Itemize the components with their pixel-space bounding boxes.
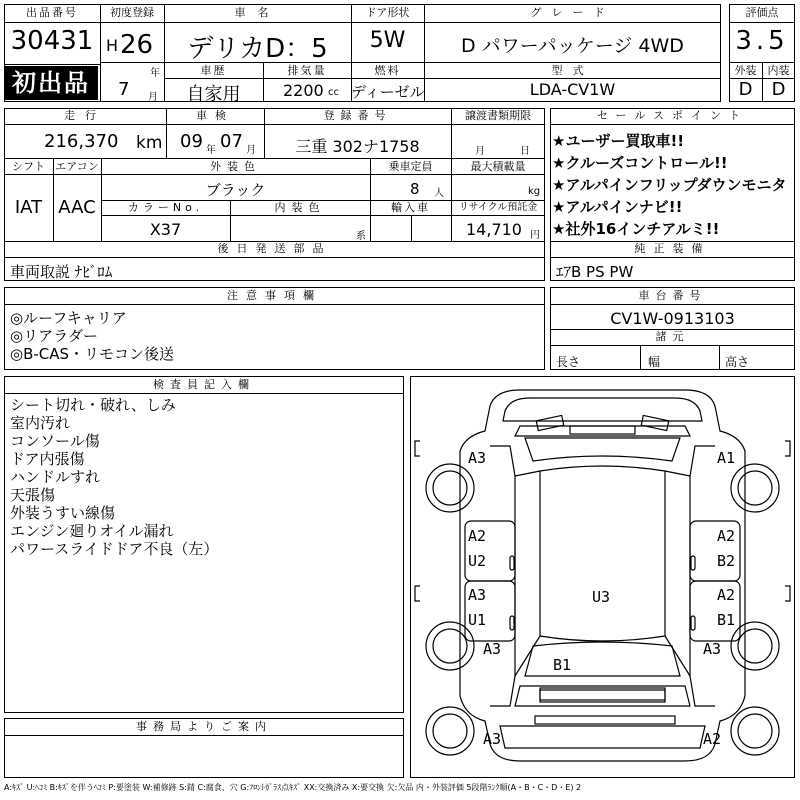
caution-item: ◎B-CAS・リモコン後送 [10, 345, 175, 363]
insp-year-unit: 年 [206, 145, 216, 156]
damage-mark: A2 [468, 527, 487, 545]
sales-points-label: セールスポイント [596, 109, 748, 122]
sales-point: ★クルーズコントロール!! [552, 154, 728, 172]
damage-mark: A3 [703, 640, 722, 658]
divider [4, 174, 545, 175]
shift: IAT [14, 197, 43, 218]
int-color-label: 内装色 [274, 201, 326, 214]
ac: AAC [58, 197, 96, 218]
specs-label: 諸元 [655, 330, 690, 343]
divider [4, 304, 545, 305]
ac-label: エアコン [55, 160, 99, 173]
length-label: 長さ [556, 355, 581, 369]
divider [100, 22, 721, 23]
model-label: 型式 [551, 64, 594, 77]
displacement-unit: cc [328, 87, 339, 98]
first-reg-year: 26 [120, 30, 154, 60]
divider [4, 158, 545, 159]
office-label: 事務局よりご案内 [136, 720, 272, 733]
damage-mark: A2 [717, 527, 736, 545]
divider [719, 345, 720, 370]
width-label: 幅 [648, 355, 661, 369]
first-listing-badge: 初出品 [4, 66, 98, 100]
divider [640, 345, 641, 370]
damage-mark: U2 [468, 552, 487, 570]
lot-label: 出品番号 [26, 6, 78, 19]
divider [4, 124, 545, 125]
transfer-label: 譲渡書類期限 [465, 109, 531, 122]
height-label: 高さ [725, 355, 750, 369]
caution-item: ◎ルーフキャリア [10, 309, 127, 327]
era: H [106, 36, 119, 55]
grade: D パワーパッケージ 4WD [461, 35, 684, 57]
mileage-label: 走行 [64, 109, 106, 122]
divider [550, 304, 795, 305]
damage-mark: A2 [717, 586, 736, 604]
score: 3.5 [735, 26, 789, 56]
load-unit: kg [528, 186, 541, 197]
inspector-item: シート切れ・破れ、しみ [10, 396, 176, 414]
damage-mark: A3 [468, 586, 487, 604]
import-label: 輸入車 [391, 201, 430, 214]
inspector-list [10, 396, 218, 558]
divider [729, 22, 795, 23]
inspector-item: 天張傷 [10, 486, 56, 504]
damage-mark: B1 [553, 656, 572, 674]
mileage-unit: km [136, 133, 163, 153]
car-diagram [410, 376, 795, 778]
recycle-fee: 14,710 [466, 220, 522, 239]
history-label: 車歴 [200, 64, 227, 77]
int-grade-label: 内装 [767, 64, 790, 77]
load-label: 最大積載量 [470, 160, 526, 173]
capacity: 8 [410, 180, 420, 198]
inspector-item: ドア内張傷 [10, 450, 85, 468]
chassis-label: 車台番号 [638, 289, 707, 302]
damage-mark: B2 [717, 552, 736, 570]
equipment: ｴｱB PS PW [556, 263, 634, 281]
inspector-item: エンジン廻りオイル漏れ [10, 522, 174, 540]
car-name-label: 車名 [234, 6, 281, 19]
sales-point: ★社外16インチアルミ!! [552, 220, 720, 238]
damage-mark: A2 [703, 730, 722, 748]
year-unit: 年 [150, 68, 160, 79]
inspector-label: 検査員記入欄 [153, 378, 255, 391]
equipment-label: 純正装備 [634, 242, 711, 255]
inspection-year: 09 [180, 131, 203, 152]
legend-footer: A:ｷｽﾞ U:ﾍｺﾐ B:ｷｽﾞを伴うﾍｺﾐ P:要塗装 W:補修跡 S:錆 C:腐食、穴 G:ﾌﾛﾝﾄｶﾞﾗｽ点ｷｽﾞ XX:交換済み X:要交換 欠:欠品 内・外装評価 5段階ﾗﾝｸ順(A・B・C・D・E) 2 [4, 783, 582, 792]
history: 自家用 [186, 84, 241, 105]
divider [164, 78, 721, 79]
model: LDA-CV1W [529, 80, 616, 99]
recycle-label: リサイクル預託金 [458, 202, 538, 213]
inspector-item: パワースライドドア不良（左） [10, 540, 219, 558]
inspector-item: ハンドルすれ [10, 468, 101, 486]
lot-number: 30431 [10, 26, 94, 56]
sales-point: ★アルパインナビ!! [552, 198, 683, 216]
divider [101, 215, 545, 216]
inspection-month: 07 [220, 131, 243, 152]
inspector-item: 外装うすい線傷 [10, 504, 116, 522]
ext-color: ブラック [205, 181, 266, 199]
color-no: X37 [149, 220, 182, 239]
first-reg-label: 初度登録 [110, 6, 154, 19]
registration: 三重 302ナ1758 [295, 137, 420, 156]
sales-points-list [552, 130, 794, 240]
ext-grade-label: 外装 [734, 64, 757, 77]
grade-label: グレード [530, 6, 615, 19]
score-label: 評価点 [745, 6, 779, 19]
door-type: 5W [369, 28, 406, 53]
row2-frame [4, 108, 545, 242]
divider [4, 735, 404, 736]
shift-label: シフト [12, 160, 45, 173]
capacity-unit: 人 [434, 188, 444, 199]
divider [4, 393, 404, 394]
mileage: 216,370 [44, 131, 119, 152]
reg-label: 登録番号 [323, 109, 392, 122]
door-label: ドア形状 [365, 6, 410, 19]
recycle-unit: 円 [530, 230, 540, 241]
ext-grade: D [738, 79, 753, 100]
later-parts: 車両取説 ﾅﾋﾞﾛﾑ [10, 263, 113, 281]
divider [451, 108, 452, 242]
damage-mark: B1 [717, 611, 736, 629]
damage-mark: U1 [468, 611, 487, 629]
fuel: ディーゼル [351, 83, 425, 101]
divider [4, 257, 545, 258]
sales-point: ★ユーザー買取車!! [552, 132, 685, 150]
sales-point: ★アルパインフリップダウンモニタ [552, 176, 787, 194]
ext-color-label: 外装色 [210, 160, 261, 173]
car-name: デリカD：5 [187, 34, 328, 64]
caution-item: ◎リアラダー [10, 327, 98, 345]
cautions-label: 注意事項欄 [227, 289, 322, 302]
insp-month-unit: 月 [246, 145, 256, 156]
int-color-unit: 系 [356, 231, 366, 242]
capacity-label: 乗車定員 [388, 160, 433, 173]
divider [4, 22, 100, 23]
damage-mark: A3 [468, 449, 487, 467]
damage-mark: A3 [483, 730, 502, 748]
later-parts-label: 後日発送部品 [217, 242, 332, 255]
transfer-month-unit: 月 [475, 146, 485, 157]
damage-mark: A3 [483, 640, 502, 658]
inspection-label: 車検 [196, 109, 234, 122]
divider [4, 64, 100, 65]
divider [550, 345, 795, 346]
int-grade: D [771, 79, 786, 100]
displacement-label: 排気量 [287, 64, 327, 77]
inspector-item: 室内汚れ [10, 414, 71, 432]
fuel-label: 燃料 [374, 64, 401, 77]
cautions-list [10, 309, 174, 363]
first-reg-month: 7 [118, 79, 130, 100]
divider [550, 257, 795, 258]
month-unit: 月 [148, 92, 158, 103]
color-no-label: カラーNo. [127, 201, 204, 214]
divider [411, 215, 412, 242]
transfer-day-unit: 日 [520, 146, 530, 157]
damage-mark: A1 [717, 449, 736, 467]
chassis-number: CV1W-0913103 [610, 309, 735, 328]
damage-mark: U3 [592, 588, 611, 606]
displacement: 2200 [283, 81, 324, 100]
divider [550, 124, 795, 125]
inspector-item: コンソール傷 [10, 432, 100, 450]
